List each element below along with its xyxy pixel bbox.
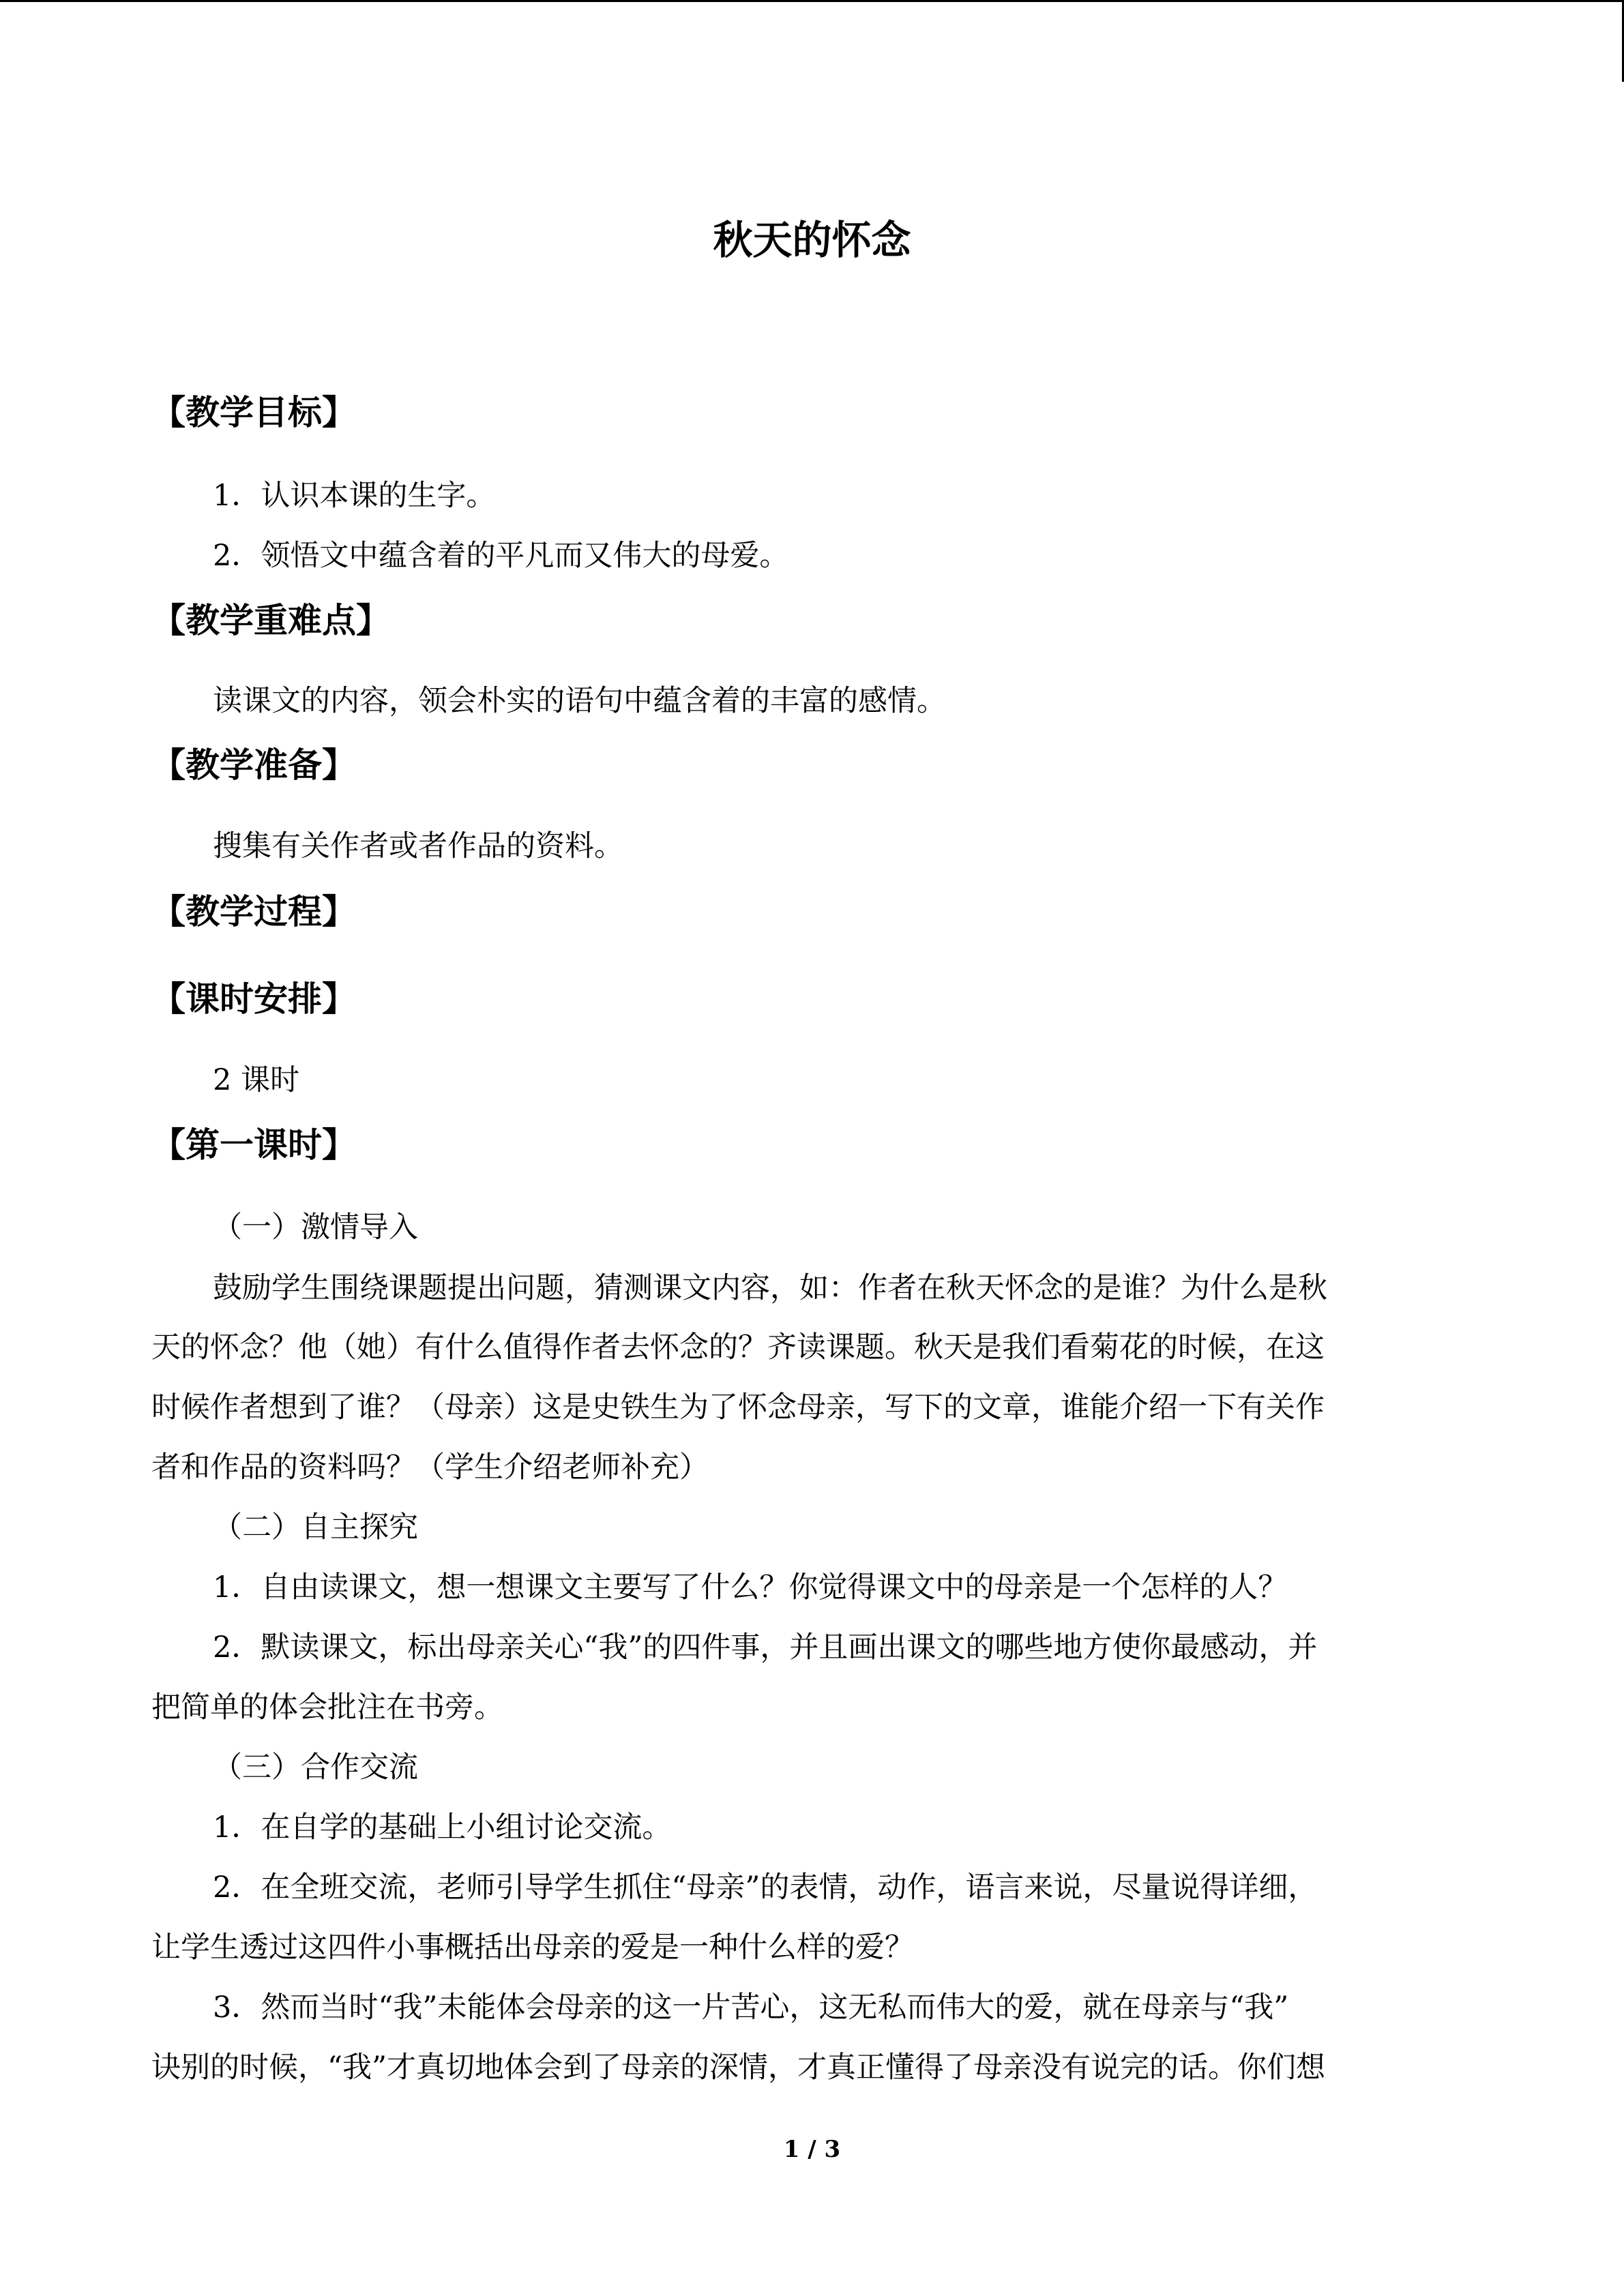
top-border-line xyxy=(0,0,1624,2)
paragraph-line: 2．默读课文，标出母亲关心“我”的四件事，并且画出课文的哪些地方使你最感动，并 xyxy=(213,1630,1318,1665)
section-title-self-study: （二）自主探究 xyxy=(213,1510,418,1545)
paragraph-line: 鼓励学生围绕课题提出问题，猜测课文内容，如：作者在秋天怀念的是谁？为什么是秋 xyxy=(213,1271,1327,1305)
paragraph-line: 3．然而当时“我”未能体会母亲的这一片苦心，这无私而伟大的爱，就在母亲与“我” xyxy=(213,1991,1289,2025)
paragraph-line: 1．自由读课文，想一想课文主要写了什么？你觉得课文中的母亲是一个怎样的人？ xyxy=(213,1570,1288,1605)
heading-process: 【教学过程】 xyxy=(151,892,356,931)
paragraph-line: 1．在自学的基础上小组讨论交流。 xyxy=(213,1810,672,1845)
heading-key-points: 【教学重难点】 xyxy=(151,601,390,640)
paragraph-line: 天的怀念？他（她）有什么值得作者去怀念的？齐读课题。秋天是我们看菊花的时候，在这 xyxy=(151,1330,1325,1365)
document-title: 秋天的怀念 xyxy=(713,217,911,263)
objective-item-1: 1．认识本课的生字。 xyxy=(213,479,496,513)
heading-objectives: 【教学目标】 xyxy=(151,393,356,432)
heading-lesson-one: 【第一课时】 xyxy=(151,1125,356,1165)
section-title-intro: （一）激情导入 xyxy=(213,1210,418,1244)
paragraph-line: 让学生透过这四件小事概括出母亲的爱是一种什么样的爱？ xyxy=(151,1930,914,1965)
heading-preparation: 【教学准备】 xyxy=(151,745,356,785)
heading-schedule: 【课时安排】 xyxy=(151,979,356,1019)
schedule-text: 2 课时 xyxy=(213,1063,300,1097)
paragraph-line: 时候作者想到了谁？（母亲）这是史铁生为了怀念母亲，写下的文章，谁能介绍一下有关作 xyxy=(151,1390,1325,1425)
page-number: 1 / 3 xyxy=(783,2136,841,2163)
preparation-text: 搜集有关作者或者作品的资料。 xyxy=(213,829,623,863)
key-points-text: 读课文的内容，领会朴实的语句中蕴含着的丰富的感情。 xyxy=(213,684,946,718)
paragraph-line: 把简单的体会批注在书旁。 xyxy=(151,1690,503,1725)
paragraph-line: 2．在全班交流，老师引导学生抓住“母亲”的表情，动作，语言来说，尽量说得详细， xyxy=(213,1870,1318,1905)
paragraph-line: 诀别的时候，“我”才真切地体会到了母亲的深情，才真正懂得了母亲没有说完的话。你们想 xyxy=(151,2051,1325,2085)
paragraph-line: 者和作品的资料吗？（学生介绍老师补充） xyxy=(151,1450,709,1485)
section-title-discussion: （三）合作交流 xyxy=(213,1750,418,1785)
objective-item-2: 2．领悟文中蕴含着的平凡而又伟大的母爱。 xyxy=(213,539,789,573)
